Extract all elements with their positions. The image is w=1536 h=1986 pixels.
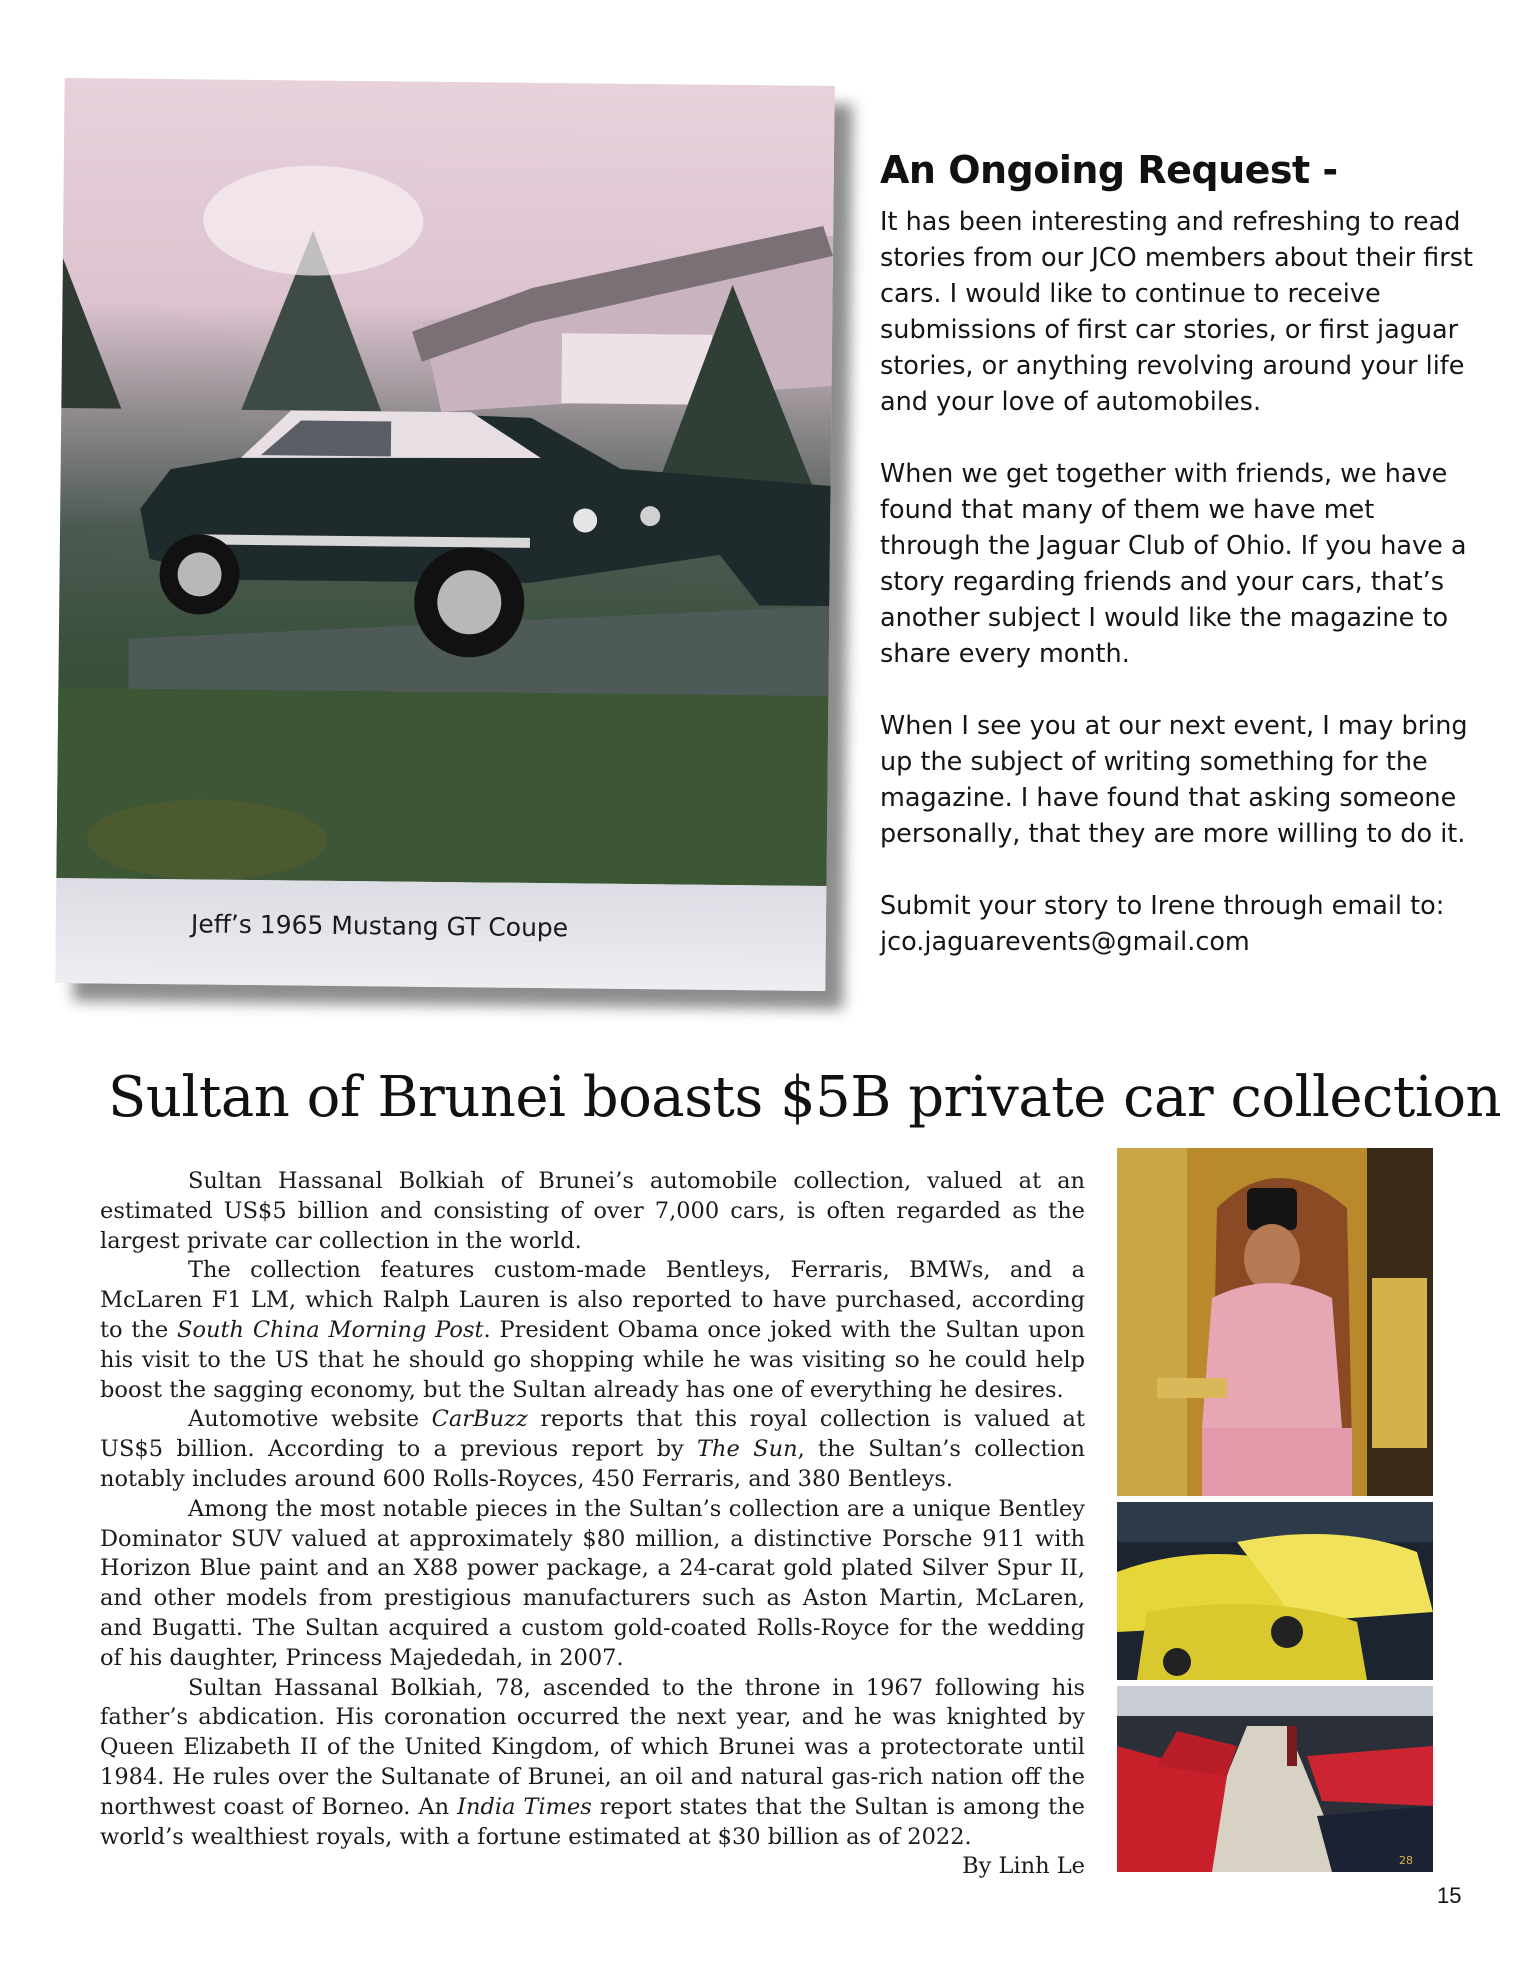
publication-name: CarBuzz [431, 1406, 528, 1433]
photo-watermark: 28 [1399, 1854, 1413, 1867]
request-submit [880, 888, 1480, 960]
red-car-right [1307, 1746, 1433, 1806]
article-body [100, 1167, 1085, 1882]
gold-ornament [1372, 1278, 1427, 1448]
request-title: An Ongoing Request - [880, 148, 1338, 192]
text-run: Automotive website [188, 1406, 432, 1433]
face [1244, 1224, 1300, 1292]
mustang-photo-image [56, 78, 834, 886]
mustang-illustration [56, 78, 834, 886]
text-run: Sultan Hassanal Bolkiah, 78, ascended to the throne in 1967 following his father’s abdication. His coronation occurred the next year, and he was knighted by Queen Elizabeth II of the United Kingdom, of which Brunei was a protectorate until 1984. He rules over the Sultanate of Brunei, an oil and natural gas-rich nation off the northwest coast of Borneo. An [100, 1674, 1085, 1820]
pink-attire [1202, 1283, 1342, 1428]
publication-name: The Sun [697, 1436, 798, 1463]
byline: By Linh Le [962, 1853, 1085, 1880]
article-paragraph-4: Among the most notable pieces in the Sultan’s collection are a unique Bentley Dominator SUV valued at approximately $80 million, a distinctive Porsche 911 with Horizon Blue paint and an X88 power package, a 24-carat gold plated Silver Spur II, and other models from prestigious manufacturers such as Aston Martin, McLaren, and Bugatti. The Sultan acquired a custom gold-coated Rolls-Royce for the wedding of his daughter, Princess Majededah, in 2007. [100, 1495, 1085, 1671]
publication-name: India Times [457, 1793, 592, 1820]
ceiling-lights [1117, 1686, 1433, 1716]
article-headline: Sultan of Brunei boasts $5B private car collection [108, 1065, 1502, 1130]
text-run: report states that the Sultan is among the world’s wealthiest royals, with a fortune estimated at $30 billion as of 2022. [100, 1793, 1085, 1850]
text-run: , the Sultan’s collection notably includes around 600 Rolls-Royces, 450 Ferraris, and 380 Bentleys. [100, 1436, 1085, 1492]
request-paragraph-1: It has been interesting and refreshing to read stories from our JCO members about their first cars. I would like to continue to receive submissions of first car stories, or first jaguar stories, or anything revolving around your life and your love of automobiles. [880, 207, 1473, 417]
mustang-photo [55, 78, 834, 991]
glare [203, 164, 424, 276]
article-paragraph-5 [100, 1674, 1085, 1853]
page-number: 15 [1437, 1883, 1462, 1908]
yellow-cars-photo [1117, 1502, 1433, 1680]
songkok-hat [1247, 1188, 1297, 1230]
article-paragraph-2 [100, 1256, 1085, 1405]
wheel-2 [1163, 1648, 1191, 1676]
submit-line: Submit your story to Irene through email to: [880, 891, 1445, 921]
request-paragraph-2: When we get together with friends, we have found that many of them we have met through the Jaguar Club of Ohio. If you have a story regarding friends and your cars, that’s another subject I would like the magazine to share every month. [880, 459, 1467, 669]
armrest [1157, 1378, 1227, 1398]
article-paragraph-1: Sultan Hassanal Bolkiah of Brunei’s automobile collection, valued at an estimated US$5 billion and consisting of over 7,000 cars, is often regarded as the largest private car collection in the world. [100, 1168, 1085, 1254]
gold-curtain [1117, 1148, 1187, 1496]
text-run: The collection features custom-made Bentleys, Ferraris, BMWs, and a McLaren F1 LM, which Ralph Lauren is also reported to have purchased, according to the [100, 1257, 1085, 1343]
house-window [561, 333, 712, 405]
person [1287, 1726, 1297, 1766]
sultan-illustration [1117, 1148, 1433, 1496]
garage-ceiling [1117, 1502, 1433, 1542]
garage-illustration [1117, 1686, 1433, 1872]
sultan-photo [1117, 1148, 1433, 1496]
tree-edge [61, 258, 123, 409]
trousers [1202, 1428, 1352, 1496]
article-paragraph-3 [100, 1405, 1085, 1494]
request-paragraph-3: When I see you at our next event, I may bring up the subject of writing something for the magazine. I have found that asking someone personally, that they are more willing to do it. [880, 711, 1468, 849]
wheel [1271, 1616, 1303, 1648]
ongoing-request-section [880, 148, 1480, 960]
garage-photo [1117, 1686, 1433, 1872]
email-address[interactable]: jco.jaguarevents@gmail.com [880, 927, 1250, 957]
text-run: reports that this royal collection is valued at US$5 billion. According to a previous report by [100, 1406, 1085, 1463]
yellow-cars-illustration [1117, 1502, 1433, 1680]
dark-car-right [1317, 1806, 1433, 1872]
text-run: . President Obama once joked with the Sultan upon his visit to the US that he should go shopping while he was visiting so he could help boost the sagging economy, but the Sultan already has one of everything he desires. [100, 1316, 1085, 1403]
publication-name: South China Morning Post [177, 1316, 484, 1343]
photo-caption: Jeff’s 1965 Mustang GT Coupe [190, 909, 569, 943]
